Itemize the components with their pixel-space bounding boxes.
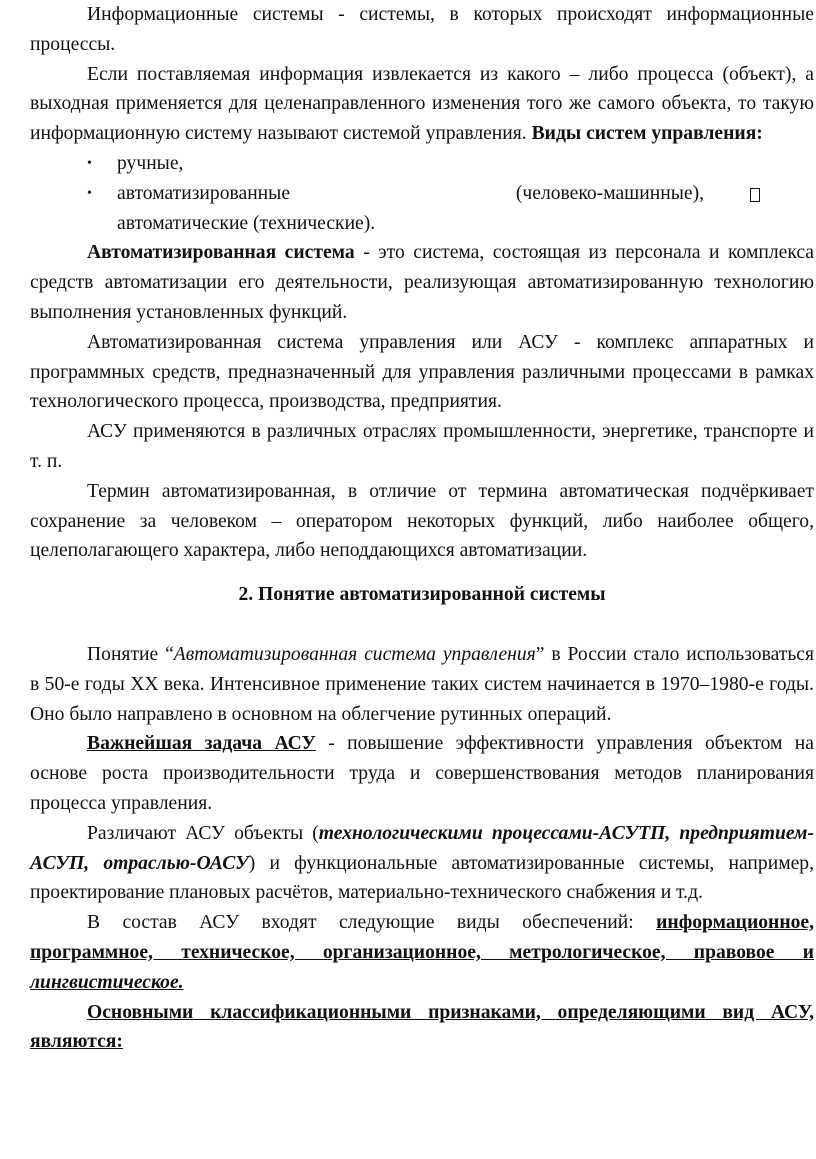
bullet-icon: • [87,155,92,171]
paragraph-text: Информационные системы - системы, в которых происходят информационные процессы. [30,4,814,55]
bold-italic-terms: технологическими процессами-АСУТП, предприятием-АСУП, отраслью-ОАСУ [30,822,814,874]
bold-term: Автоматизированная система [87,242,355,264]
paragraph-asu-support [30,908,814,997]
paragraph-classification [30,998,814,1058]
paragraph-text: АСУ применяются в различных отраслях промышленности, энергетике, транспорте и т. п. [30,421,814,472]
list-item [87,149,814,179]
paragraph-text: - это система, состоящая из персонала и комплекса средств автоматизации его деятельности, реализующая автоматизированную технологию выполнения установленных функций. [30,242,814,323]
paragraph-concept-history [30,640,814,729]
paragraph-text: Понятие “ [87,643,174,665]
list-item-row [117,179,814,209]
bullet-icon: • [87,185,92,201]
paragraph-control-system [30,60,814,149]
bold-underlined-phrase: Основными классификационными признаками, определяющими вид АСУ, являются: [30,1001,814,1053]
paragraph-text: Если поставляемая информация извлекается из какого – либо процесса (объект), а выходная применяется для целенаправленного изменения того же самого объекта, то такую информационную систему называют системой управления. [30,63,814,145]
italic-term: Автоматизированная система управления [173,643,536,665]
paragraph-asu-types [30,819,814,908]
bullet-list-control-types [30,149,814,238]
paragraph-text: ) и функциональные автоматизированные системы, например, проектирование плановых расчётов, материально-технического снабжения и т.д. [30,852,814,904]
paragraph-text: ” в России стало использоваться в 50-е годы XX века. Интенсивное применение таких систем начинается в 1970–1980-е годы. Оно было направлено в основном на облегчение рутинных операций. [30,643,814,725]
list-item [87,179,814,239]
paragraph-text: Автоматизированная система управления или АСУ - комплекс аппаратных и программных средств, предназначенный для управления различными процессами в рамках технологического процесса, производства, предприятия. [30,331,814,413]
bold-underlined-term: Важнейшая задача АСУ [87,733,316,755]
list-item-text: ручные, [117,152,184,174]
paragraph-main-task [30,729,814,818]
missing-glyph-icon [750,188,760,202]
document-page [30,0,814,1057]
paragraph-text: Различают АСУ объекты ( [87,822,319,844]
paragraph-automated-system [30,238,814,327]
paragraph-text: В состав АСУ входят следующие виды обеспечений: [87,912,657,934]
paragraph-asu-definition [30,328,814,417]
list-item-text: автоматизированные [117,182,291,204]
paragraph-term-automated [30,477,814,566]
section-heading: 2. Понятие автоматизированной системы [238,584,606,606]
paragraph-definition-is [30,0,814,60]
bold-underlined-list: информационное, программное, техническое, организационное, метрологическое, правовое и [30,912,814,963]
paragraph-asu-usage [30,417,814,477]
bold-italic-underlined-term: лингвистическое. [30,971,184,993]
list-item-text: автоматические (технические). [117,212,376,234]
paragraph-text: Термин автоматизированная, в отличие от термина автоматическая подчёркивает сохранение за человеком – оператором некоторых функций, либо наиболее общего, целеполагающего характера, либо неподдающихся автоматизации. [30,480,814,562]
bold-phrase: Виды систем управления: [531,123,763,145]
paragraph-text: - повышение эффективности управления объектом на основе роста производительности труда и совершенствования методов планирования процесса управления. [30,733,814,814]
list-item-text: (человеко-машинные), [515,182,704,204]
